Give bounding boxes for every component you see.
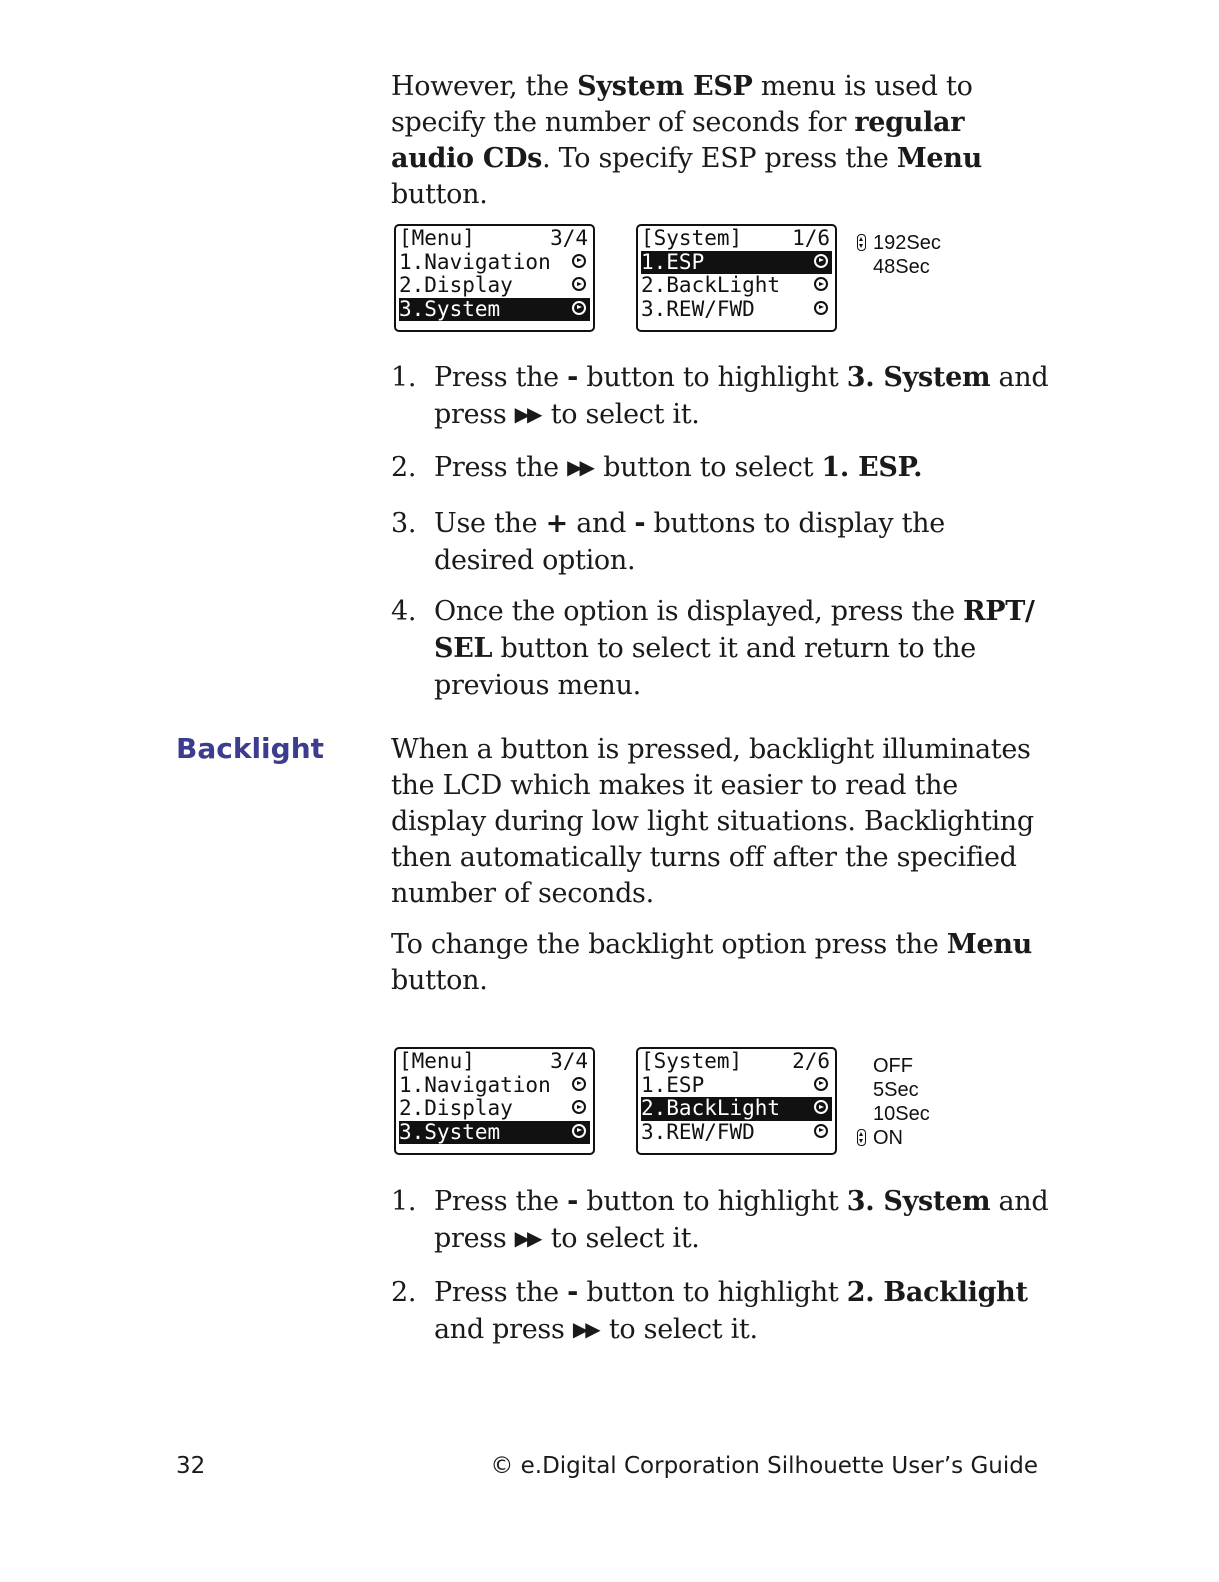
section-heading-backlight: Backlight: [176, 732, 325, 765]
intro-paragraph: However, the System ESP menu is used to specify the number of seconds for regular audio CDs. To specify ESP press the Menu button.: [391, 71, 982, 210]
lcd-item: 2.Display: [399, 1097, 590, 1121]
minus-button-symbol: -: [567, 1186, 579, 1217]
lcd-item-highlighted: 1.ESP: [641, 251, 832, 275]
lcd-menu-screen-1: [394, 224, 595, 332]
up-down-icon: [857, 234, 866, 251]
esp-options: [855, 231, 941, 279]
up-down-icon: [857, 1129, 866, 1146]
option-item: 48Sec: [873, 256, 930, 278]
arrow-right-circle-icon: [572, 1100, 586, 1114]
lcd-item: 2.Display: [399, 274, 590, 298]
arrow-right-circle-icon: [814, 277, 828, 291]
arrow-right-circle-icon: [572, 301, 586, 315]
fast-forward-icon: ▶▶: [567, 455, 592, 479]
lcd-item: 1.Navigation: [399, 1074, 590, 1098]
backlight-paragraph: When a button is pressed, backlight illuminates the LCD which makes it easier to read the display during low light situations. Backlighting then automatically turns off after the specified number of seconds.: [391, 734, 1034, 909]
minus-button-symbol: -: [634, 508, 646, 539]
lcd-item-highlighted: 3.System: [399, 298, 590, 322]
backlight-options: [855, 1054, 930, 1150]
lcd-title-row: [Menu] 3/4: [399, 1049, 588, 1073]
page-number: 32: [176, 1453, 206, 1479]
footer-guide-title: © e.Digital Corporation Silhouette User’s Guide: [490, 1453, 1038, 1479]
lcd-system-screen-2: [636, 1047, 837, 1155]
arrow-right-circle-icon: [814, 1077, 828, 1091]
lcd-title-row: [Menu] 3/4: [399, 226, 588, 250]
backlight-instruction: To change the backlight option press the Menu button.: [391, 929, 1032, 996]
arrow-right-circle-icon: [572, 277, 586, 291]
backlight-step-2: 2. Press the - button to highlight 2. Backlight and press ▶▶ to select it.: [391, 1277, 1028, 1345]
fast-forward-icon: ▶▶: [514, 402, 540, 426]
lcd-item: 3.REW/FWD: [641, 1121, 832, 1145]
plus-button-symbol: +: [545, 508, 568, 539]
fast-forward-icon: ▶▶: [514, 1226, 540, 1250]
option-item: OFF: [873, 1055, 913, 1077]
option-item: ON: [855, 1126, 930, 1150]
fast-forward-icon: ▶▶: [572, 1317, 598, 1341]
arrow-right-circle-icon: [572, 1124, 586, 1138]
step-3: 3. Use the + and - buttons to display the desired option.: [391, 508, 945, 576]
arrow-right-circle-icon: [814, 1100, 828, 1114]
option-item: 10Sec: [873, 1103, 930, 1125]
arrow-right-circle-icon: [814, 254, 828, 268]
step-4: 4. Once the option is displayed, press the RPT/ SEL button to select it and return to the previous menu.: [391, 596, 1035, 701]
lcd-item: 1.ESP: [641, 1074, 832, 1098]
lcd-menu-screen-2: [394, 1047, 595, 1155]
lcd-item: 2.BackLight: [641, 274, 832, 298]
lcd-item-highlighted: 3.System: [399, 1121, 590, 1145]
minus-button-symbol: -: [567, 362, 579, 393]
lcd-item-highlighted: 2.BackLight: [641, 1097, 832, 1121]
arrow-right-circle-icon: [572, 1077, 586, 1091]
option-item: 5Sec: [873, 1079, 919, 1101]
arrow-right-circle-icon: [572, 254, 586, 268]
arrow-right-circle-icon: [814, 1124, 828, 1138]
option-item: 192Sec: [855, 231, 941, 255]
lcd-item: 3.REW/FWD: [641, 298, 832, 322]
minus-button-symbol: -: [567, 1277, 579, 1308]
lcd-item: 1.Navigation: [399, 251, 590, 275]
lcd-title-row: [System] 1/6: [641, 226, 830, 250]
lcd-title-row: [System] 2/6: [641, 1049, 830, 1073]
arrow-right-circle-icon: [814, 301, 828, 315]
lcd-system-screen-1: [636, 224, 837, 332]
step-2: 2. Press the ▶▶ button to select 1. ESP.: [391, 452, 923, 483]
step-1: 1. Press the - button to highlight 3. System and press ▶▶ to select it.: [391, 362, 1049, 430]
backlight-step-1: 1. Press the - button to highlight 3. System and press ▶▶ to select it.: [391, 1186, 1049, 1254]
